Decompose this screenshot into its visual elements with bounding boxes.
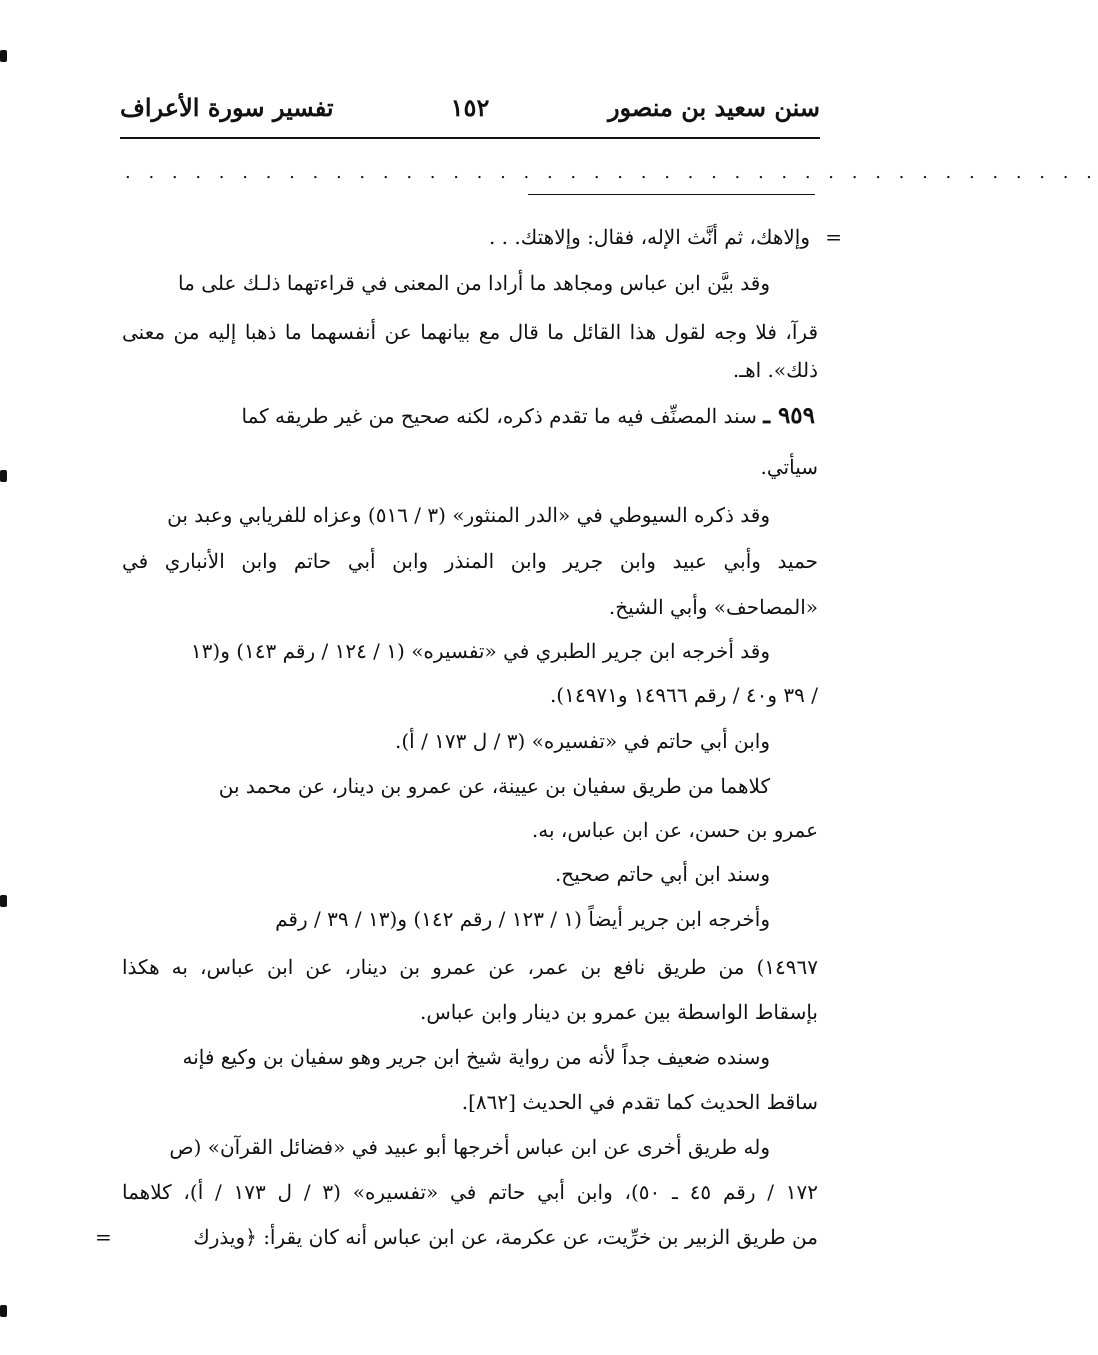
text-line-22: ١٧٢ / رقم ٤٥ ـ ٥٠)، وابن أبي حاتم في «تفسيره» (٣ / ل ١٧٣ / أ)، كلاهما <box>122 1180 819 1204</box>
text-line-15: وسند ابن أبي حاتم صحيح. <box>554 862 770 886</box>
text-line-7: وقد ذكره السيوطي في «الدر المنثور» (٣ / ٥١٦) وعزاه للفريابي وعبد بن <box>167 503 770 527</box>
text-line-3: قرآ، فلا وجه لقول هذا القائل ما قال مع بيانهما عن أنفسهما ما ذهبا إليه من معنى <box>122 320 818 344</box>
dotted-separator: . . . . . . . . . . . . . . . . . . . . . . . . . . . . . . . . . . . . . . . . . . <box>125 162 1098 183</box>
text-line-17: ١٤٩٦٧) من طريق نافع بن عمر، عن عمرو بن دينار، عن ابن عباس، به هكذا <box>122 955 818 979</box>
text-line-19: وسنده ضعيف جداً لأنه من رواية شيخ ابن جرير وهو سفيان بن وكيع فإنه <box>182 1045 770 1069</box>
text-line-18: بإسقاط الواسطة بين عمرو بن دينار وابن عباس. <box>420 1000 818 1024</box>
continuation-mark-top: = <box>825 225 842 249</box>
hadith-line-1-text: سند المصنِّف فيه ما تقدم ذكره، لكنه صحيح من غير طريقه كما <box>241 404 757 428</box>
hadith-number: ٩٥٩ ـ <box>763 402 815 429</box>
footnote-rule <box>528 194 815 195</box>
text-line-4: ذلك». اهـ. <box>732 358 818 382</box>
text-line-21: وله طريق أخرى عن ابن عباس أخرجها أبو عبيد في «فضائل القرآن» (ص <box>169 1135 770 1159</box>
binding-mark-2 <box>0 470 7 482</box>
text-line-14: عمرو بن حسن، عن ابن عباس، به. <box>531 818 818 842</box>
book-title: سنن سعيد بن منصور <box>607 93 820 122</box>
text-line-20: ساقط الحديث كما تقدم في الحديث [٨٦٢]. <box>461 1090 818 1114</box>
text-line-11: / ٣٩ و٤٠ / رقم ١٤٩٦٦ و١٤٩٧١). <box>549 683 818 707</box>
header-rule <box>120 137 820 139</box>
binding-mark-1 <box>0 50 7 62</box>
section-title: تفسير سورة الأعراف <box>120 93 334 122</box>
text-line-9: «المصاحف» وأبي الشيخ. <box>608 595 818 619</box>
text-line-16: وأخرجه ابن جرير أيضاً (١ / ١٢٣ / رقم ١٤٢) و(١٣ / ٣٩ / رقم <box>275 907 770 931</box>
page-number: ١٥٢ <box>450 93 490 122</box>
binding-mark-3 <box>0 895 7 907</box>
text-line-8: حميد وأبي عبيد وابن جرير وابن المنذر وابن أبي حاتم وابن الأنباري في <box>122 549 818 573</box>
text-line-23: من طريق الزبير بن خرِّيت، عن عكرمة، عن ابن عباس أنه كان يقرأ: ﴿ويذرك <box>193 1225 818 1249</box>
running-header <box>120 88 820 128</box>
binding-mark-4 <box>0 1305 7 1317</box>
text-line-6: سيأتي. <box>760 455 818 479</box>
text-line-2: وقد بيَّن ابن عباس ومجاهد ما أرادا من المعنى في قراءتهما ذلـك على ما <box>178 271 770 295</box>
text-line-1: وإلاهك، ثم أنَّث الإله، فقال: وإلاهتك. . . <box>488 225 810 249</box>
text-line-12: وابن أبي حاتم في «تفسيره» (٣ / ل ١٧٣ / أ). <box>395 729 770 753</box>
text-line-10: وقد أخرجه ابن جرير الطبري في «تفسيره» (١ / ١٢٤ / رقم ١٤٣) و(١٣ <box>190 639 770 663</box>
hadith-line-1 <box>119 401 815 431</box>
text-line-13: كلاهما من طريق سفيان بن عيينة، عن عمرو بن دينار، عن محمد بن <box>218 774 770 798</box>
continuation-mark-bottom: = <box>95 1225 112 1249</box>
